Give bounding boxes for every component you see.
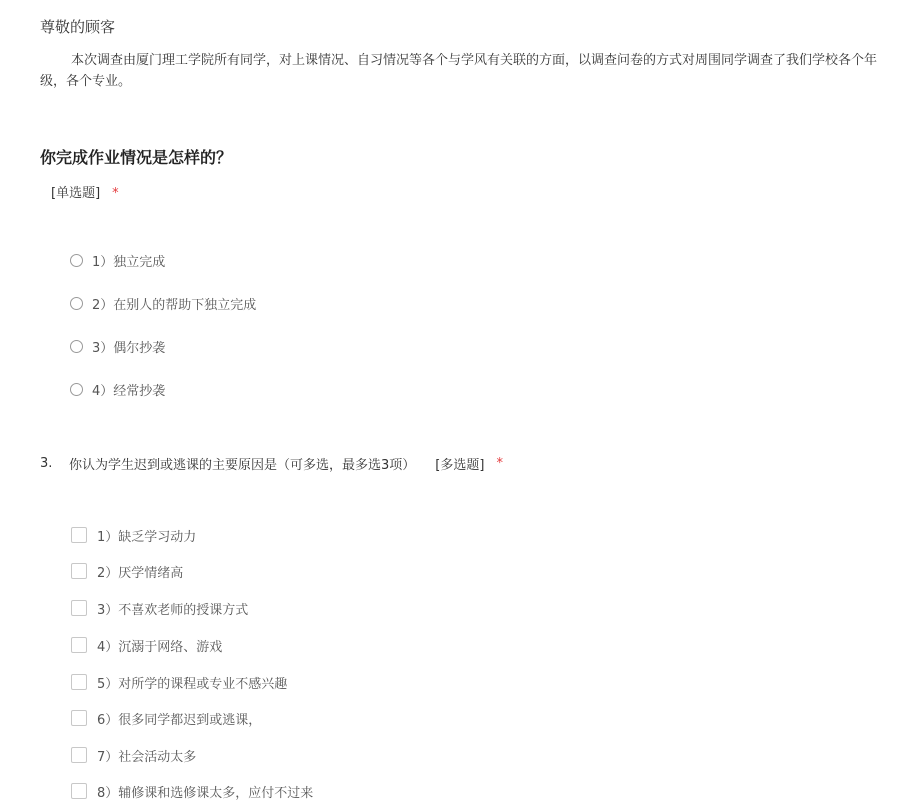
question-number: 3. [40,456,53,471]
radio-option-1[interactable] [70,251,165,269]
option-label: 6）很多同学都迟到或逃课， [97,712,262,728]
question-3-header [40,454,503,473]
checkbox-option-3[interactable] [71,599,248,617]
required-mark: * [496,456,503,471]
option-label: 2）在别人的帮助下独立完成 [92,297,257,313]
question-type-label: [多选题] [435,458,485,473]
checkbox[interactable] [71,527,87,543]
checkbox-option-5[interactable] [71,673,287,691]
greeting-text: 尊敬的顾客 [40,18,116,36]
option-label: 1）缺乏学习动力 [97,529,197,545]
radio-option-2[interactable] [70,294,256,312]
option-label: 7）社会活动太多 [97,749,197,765]
question-type-label: [单选题] [51,186,101,201]
option-label: 4）沉溺于网络、游戏 [97,639,223,655]
radio-button[interactable] [70,383,83,396]
radio-option-4[interactable] [70,380,165,398]
question-1-type [51,182,119,201]
checkbox[interactable] [71,710,87,726]
survey-intro: 本次调查由厦门理工学院所有同学，对上课情况、自习情况等各个与学风有关联的方面，以调查问卷的方式对周围同学调查了我们学校各个年级，各个专业。 [40,53,878,89]
question-3-title: 你认为学生迟到或逃课的主要原因是（可多选，最多选3项） [69,458,416,473]
checkbox[interactable] [71,600,87,616]
checkbox[interactable] [71,637,87,653]
checkbox[interactable] [71,674,87,690]
required-mark: * [112,186,119,201]
option-label: 8）辅修课和选修课太多，应付不过来 [97,785,314,801]
radio-button[interactable] [70,340,83,353]
option-label: 2）厌学情绪高 [97,565,184,581]
option-label: 3）不喜欢老师的授课方式 [97,602,249,618]
question-1-title: 你完成作业情况是怎样的？ [40,148,233,167]
option-label: 5）对所学的课程或专业不感兴趣 [97,676,288,692]
option-label: 3）偶尔抄袭 [92,340,166,356]
checkbox[interactable] [71,783,87,799]
checkbox-option-8[interactable] [71,782,313,800]
checkbox[interactable] [71,563,87,579]
radio-option-3[interactable] [70,337,165,355]
checkbox-option-7[interactable] [71,746,196,764]
checkbox-option-4[interactable] [71,636,222,654]
radio-button[interactable] [70,254,83,267]
option-label: 4）经常抄袭 [92,383,166,399]
checkbox-option-2[interactable] [71,562,183,580]
checkbox-option-1[interactable] [71,526,196,544]
checkbox-option-6[interactable] [71,709,261,727]
option-label: 1）独立完成 [92,254,166,270]
radio-button[interactable] [70,297,83,310]
checkbox[interactable] [71,747,87,763]
